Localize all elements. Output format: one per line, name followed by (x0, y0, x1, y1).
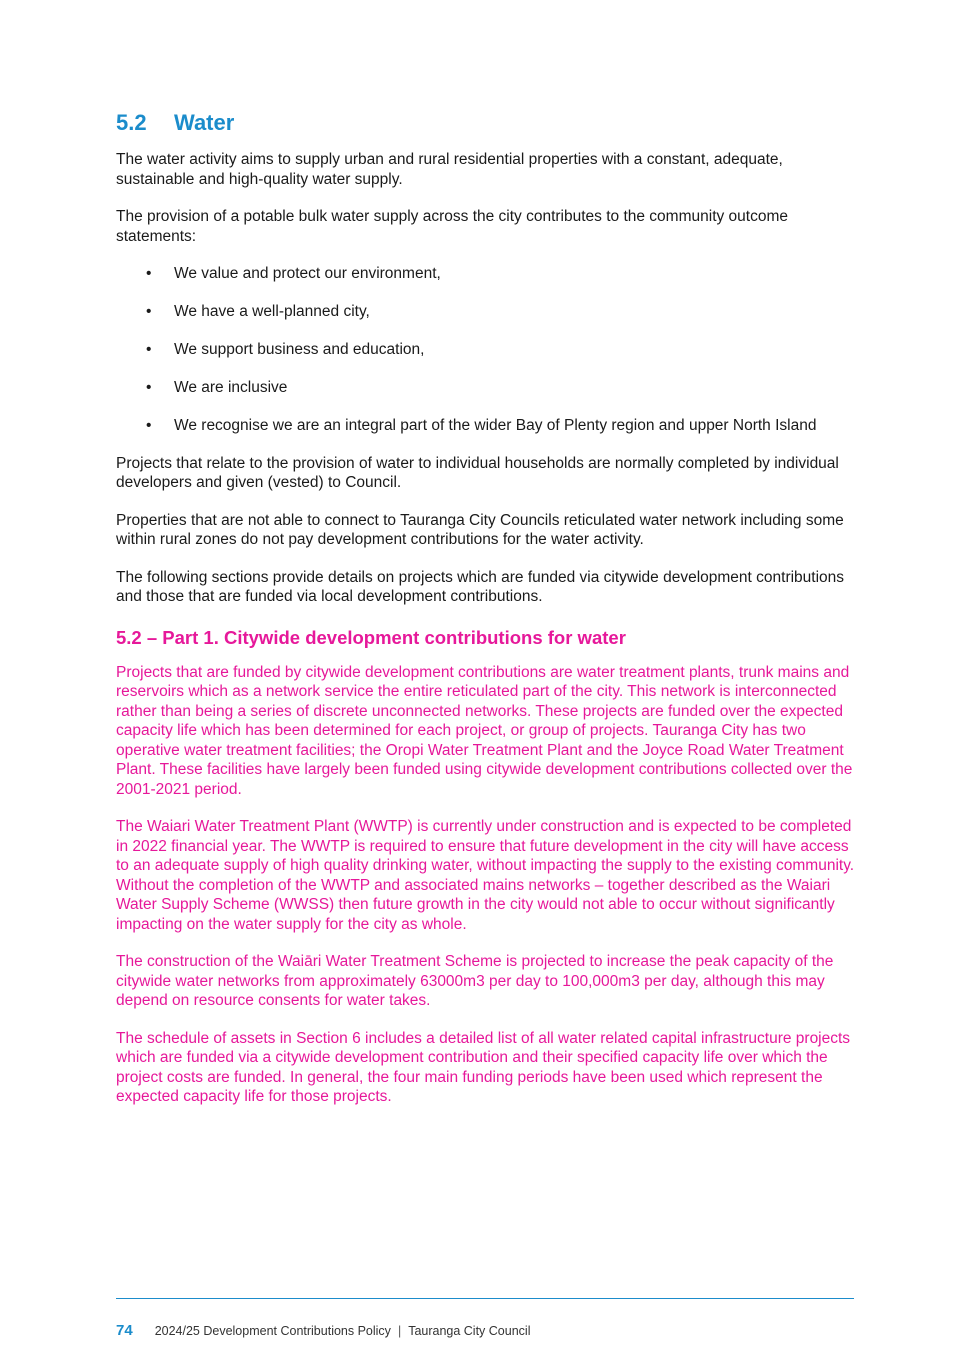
list-item-text: We have a well-planned city, (174, 303, 370, 320)
page-footer (116, 1322, 530, 1340)
part1-paragraph: The schedule of assets in Section 6 includes a detailed list of all water related capital infrastructure projects which are funded via a citywide development contribution and their specified capacity life over which the project costs are funded. In general, the four main funding periods have been used which represent the expected capacity life for those projects. (116, 1029, 851, 1105)
intro-paragraph: The water activity aims to supply urban and rural residential properties with a constant, adequate, sustainable and high-quality water supply. (116, 151, 783, 188)
list-item-text: We are inclusive (174, 379, 288, 396)
list-item (116, 264, 856, 284)
part1-paragraph: The Waiari Water Treatment Plant (WWTP) is currently under construction and is expected to be completed in 2022 financial year. The WWTP is required to ensure that future development in the city will have access to an adequate supply of high quality drinking water, without impacting the supply to the existing community. Without the completion of the WWTP and associated mains networks – together described as the Waiari Water Supply Scheme (WWSS) then future growth in the city would not able to occur without significantly impacting on the water supply for the city as whole. (116, 818, 855, 933)
outcome-statements-list (116, 264, 856, 436)
list-item-text: We recognise we are an integral part of the wider Bay of Plenty region and upper North Island (174, 417, 817, 434)
section-title: Water (174, 110, 235, 135)
list-item (116, 340, 856, 360)
part1-heading: 5.2 – Part 1. Citywide development contributions for water (116, 626, 626, 648)
footer-separator: | (397, 1324, 402, 1338)
section-heading (116, 108, 856, 138)
footer-document-title: 2024/25 Development Contributions Policy (154, 1324, 391, 1338)
section-number: 5.2 (116, 110, 147, 135)
list-item (116, 378, 856, 398)
body-paragraph: The following sections provide details on projects which are funded via citywide development contributions and those that are funded via local development contributions. (116, 568, 845, 605)
list-item-text: We value and protect our environment, (174, 265, 441, 282)
page-content (116, 108, 856, 1125)
footer-divider (116, 1298, 854, 1299)
bullet-icon: • (146, 303, 152, 320)
bullet-icon: • (146, 379, 152, 396)
footer-organisation: Tauranga City Council (408, 1324, 531, 1338)
body-paragraph: Projects that relate to the provision of water to individual households are normally completed by individual developers and given (vested) to Council. (116, 454, 839, 491)
bullet-icon: • (146, 417, 152, 434)
intro-paragraph: The provision of a potable bulk water supply across the city contributes to the community outcome statements: (116, 208, 789, 245)
part1-paragraph: Projects that are funded by citywide development contributions are water treatment plants, trunk mains and reservoirs which as a network service the entire reticulated part of the city. This network is interconnected rather than being a series of discrete unconnected networks. These projects are funded over the expected capacity life which has been determined for each project, or group of projects. Tauranga City has two operative water treatment facilities; the Oropi Water Treatment Plant and the Joyce Road Water Treatment Plant. These facilities have largely been funded using citywide development contributions collected over the 2001-2021 period. (116, 663, 853, 798)
part1-section (116, 625, 856, 1107)
list-item-text: We support business and education, (174, 341, 425, 358)
bullet-icon: • (146, 341, 152, 358)
page-number: 74 (116, 1322, 133, 1339)
body-paragraph: Properties that are not able to connect to Tauranga City Councils reticulated water network including some within rural zones do not pay development contributions for the water activity. (116, 511, 844, 548)
bullet-icon: • (146, 265, 152, 282)
part1-paragraph: The construction of the Waiāri Water Treatment Scheme is projected to increase the peak capacity of the citywide water networks from approximately 63000m3 per day to 100,000m3 per day, although this may depend on resource consents for water takes. (116, 953, 834, 1009)
list-item (116, 302, 856, 322)
list-item (116, 416, 856, 436)
